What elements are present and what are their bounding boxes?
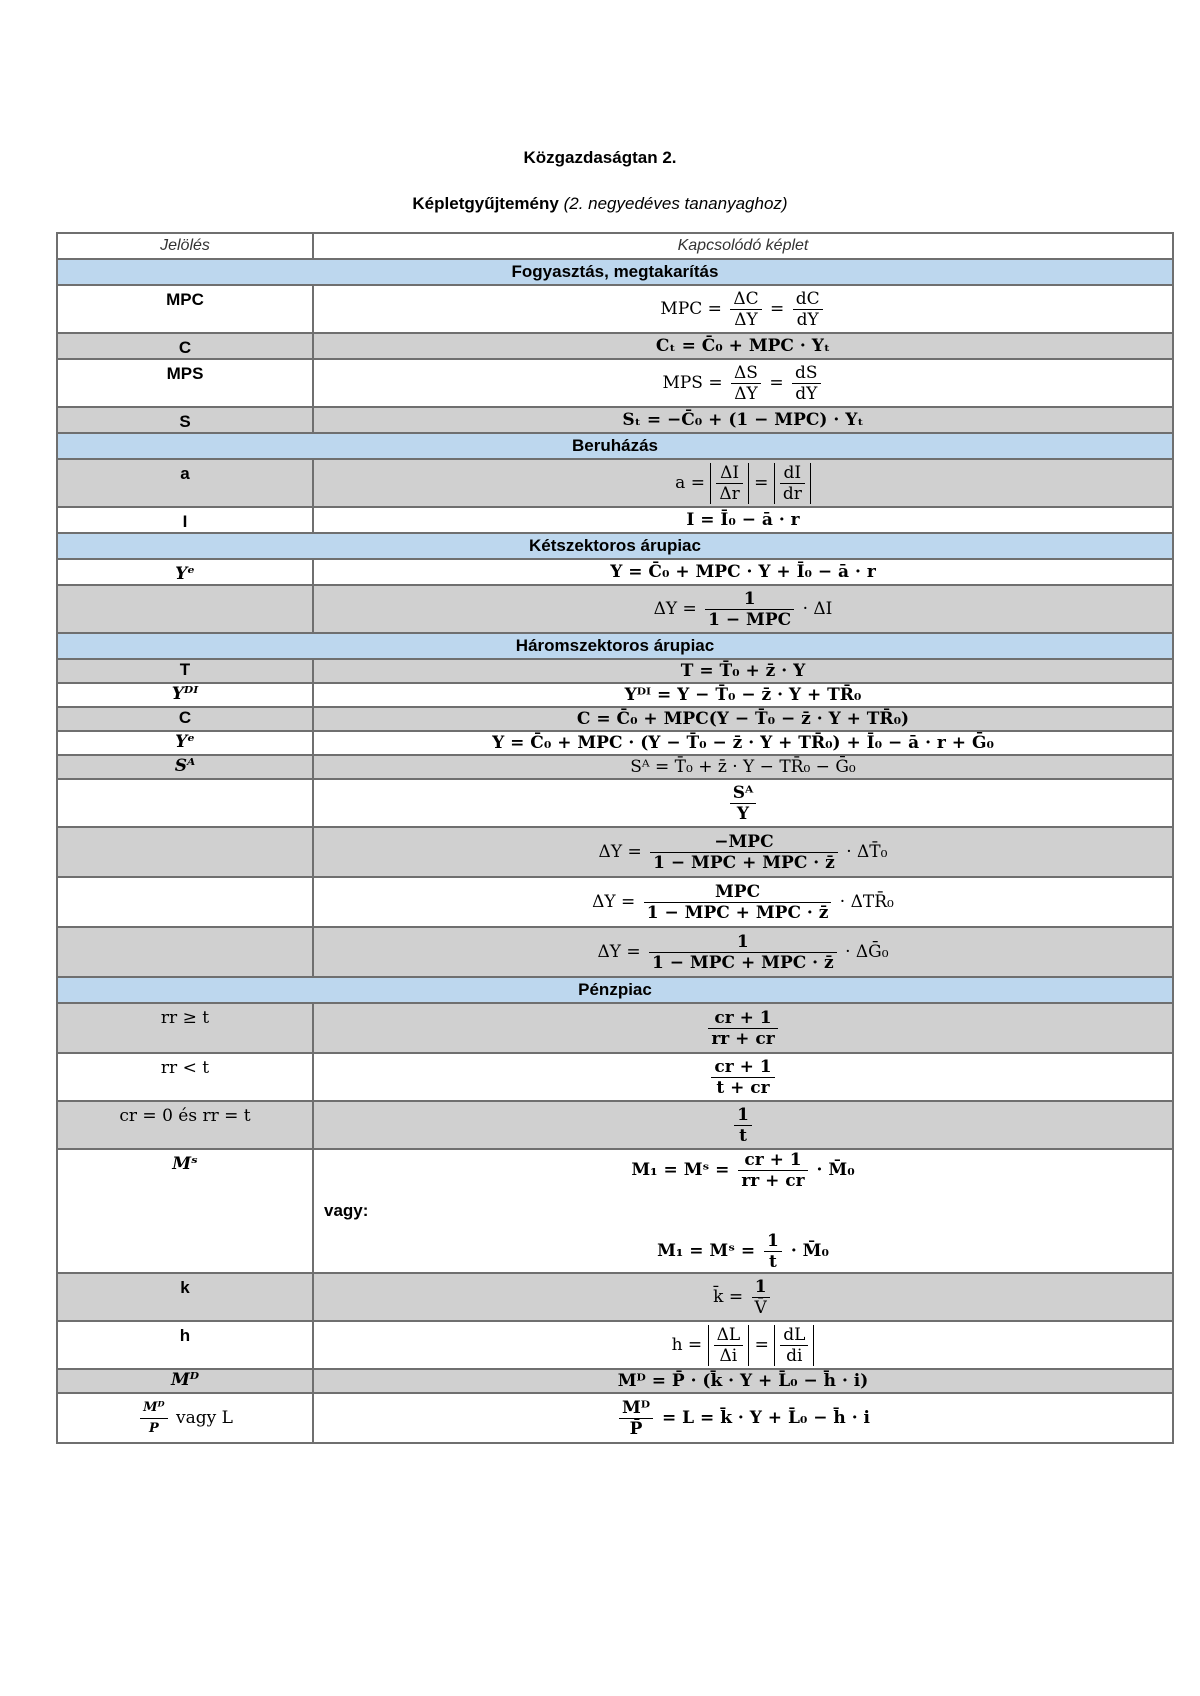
frac-num: Mᴰ	[140, 1398, 168, 1419]
label-rr-lt-t: rr < t	[57, 1053, 313, 1101]
label-empty	[57, 927, 313, 977]
frac-num: 1	[649, 932, 837, 953]
formula-rhs: · ΔḠ₀	[845, 941, 889, 962]
label-md-p-suffix: vagy L	[175, 1408, 233, 1428]
table-row	[57, 659, 1173, 683]
frac-num: Sᴬ	[730, 783, 757, 804]
fraction	[780, 463, 805, 504]
frac-num: Mᴰ	[619, 1398, 653, 1419]
formula-lhs: h =	[671, 1334, 703, 1355]
frac-den: t + cr	[716, 1077, 770, 1098]
formula-lhs: M₁ = Mˢ =	[631, 1160, 730, 1180]
label-c: C	[57, 333, 313, 359]
frac-num: cr + 1	[738, 1150, 807, 1171]
formula-rhs: · M̄₀	[816, 1160, 855, 1180]
fraction	[792, 363, 821, 404]
fraction	[731, 363, 761, 404]
frac-den: rr + cr	[711, 1028, 775, 1049]
label-ye2: Yᵉ	[57, 731, 313, 755]
table-row	[57, 827, 1173, 877]
document-subtitle	[0, 194, 1200, 214]
table-row	[57, 755, 1173, 779]
table-row	[57, 1369, 1173, 1393]
table-row	[57, 1149, 1173, 1273]
frac-den: t	[769, 1252, 777, 1272]
frac-den: ΔY	[734, 383, 758, 404]
frac-den: Y	[736, 803, 750, 824]
label-ms: Mˢ	[57, 1149, 313, 1273]
table-row	[57, 707, 1173, 731]
frac-num: cr + 1	[708, 1008, 777, 1029]
frac-num: 1	[705, 589, 794, 610]
frac-num: ΔI	[716, 463, 742, 484]
header-col-notation: Jelölés	[57, 233, 313, 259]
formula-c: Cₜ = C̄₀ + MPC · Yₜ	[313, 333, 1173, 359]
fraction	[649, 932, 837, 973]
formula-real-money-demand	[313, 1393, 1173, 1443]
formula-lhs: M₁ = Mˢ =	[657, 1241, 756, 1261]
fraction	[752, 1277, 770, 1318]
label-mps: MPS	[57, 359, 313, 407]
fraction	[705, 589, 794, 630]
fraction	[764, 1231, 782, 1272]
formula-lhs: ΔY =	[653, 598, 697, 619]
fraction	[644, 882, 832, 923]
eq-sign: =	[770, 298, 785, 319]
frac-den: P	[148, 1421, 159, 1436]
label-cr-zero: cr = 0 és rr = t	[57, 1101, 313, 1149]
table-row	[57, 359, 1173, 407]
abs-value	[774, 463, 811, 504]
frac-num: −MPC	[650, 832, 838, 853]
vagy-text: vagy:	[324, 1201, 369, 1220]
frac-den: di	[786, 1345, 803, 1366]
frac-num: MPC	[644, 882, 832, 903]
table-row	[57, 731, 1173, 755]
formula-h	[313, 1321, 1173, 1369]
formula-c2: C = C̄₀ + MPC(Y − T̄₀ − z̄ · Y + TR̄₀)	[313, 707, 1173, 731]
label-mpc: MPC	[57, 285, 313, 333]
table-row	[57, 559, 1173, 585]
abs-value	[710, 463, 748, 504]
formula-rhs: · ΔTR̄₀	[839, 891, 894, 912]
formula-mps-lhs: MPS =	[662, 372, 723, 393]
formula-rhs: = L = k̄ · Y + L̄₀ − h̄ · i	[662, 1407, 871, 1428]
formula-ms-line1	[314, 1150, 1172, 1191]
fraction	[730, 783, 757, 824]
formula-lhs: ΔY =	[598, 841, 642, 862]
fraction	[793, 289, 823, 330]
frac-den: 1 − MPC	[708, 609, 792, 630]
formula-money-supply	[313, 1149, 1173, 1273]
label-h: h	[57, 1321, 313, 1369]
formula-i: I = Ī₀ − ā · r	[313, 507, 1173, 533]
section-row	[57, 977, 1173, 1003]
formula-mps	[313, 359, 1173, 407]
formula-k	[313, 1273, 1173, 1321]
eq-sign: =	[754, 1334, 769, 1355]
label-rr-ge-t: rr ≥ t	[57, 1003, 313, 1053]
eq-sign: =	[754, 472, 769, 493]
subtitle-note: (2. negyedéves tananyaghoz)	[563, 194, 788, 213]
subtitle-main: Képletgyűjtemény	[412, 194, 559, 213]
formula-ms-line2	[314, 1231, 1172, 1272]
frac-den: dr	[782, 483, 802, 504]
section-row	[57, 433, 1173, 459]
formula-mpc	[313, 285, 1173, 333]
frac-den: 1 − MPC + MPC · z̄	[653, 852, 835, 873]
fraction	[619, 1398, 653, 1439]
frac-num: ΔL	[714, 1325, 744, 1346]
section-row	[57, 633, 1173, 659]
frac-num: 1	[752, 1277, 770, 1298]
frac-den: Δr	[719, 483, 740, 504]
label-a: a	[57, 459, 313, 507]
table-row	[57, 1101, 1173, 1149]
table-row	[57, 1393, 1173, 1443]
label-empty	[57, 877, 313, 927]
frac-num: dS	[792, 363, 821, 384]
table-row	[57, 877, 1173, 927]
fraction	[734, 1105, 752, 1146]
table-header-row	[57, 233, 1173, 259]
formula-gov-multiplier	[313, 927, 1173, 977]
frac-den: Δi	[719, 1345, 738, 1366]
frac-den: V̄	[754, 1297, 767, 1318]
frac-den: P̄	[629, 1418, 643, 1439]
section-row	[57, 259, 1173, 285]
abs-value	[774, 1325, 814, 1366]
formula-mpc-lhs: MPC =	[660, 298, 722, 319]
fraction	[708, 1008, 777, 1049]
label-c2: C	[57, 707, 313, 731]
fraction	[714, 1325, 744, 1366]
table-row	[57, 927, 1173, 977]
section-row	[57, 533, 1173, 559]
formula-ye: Y = C̄₀ + MPC · Y + Ī₀ − ā · r	[313, 559, 1173, 585]
formula-money-mult-3	[313, 1101, 1173, 1149]
formula-money-mult-1	[313, 1003, 1173, 1053]
eq-sign: =	[769, 372, 784, 393]
frac-den: 1 − MPC + MPC · z̄	[646, 902, 829, 923]
frac-den: t	[739, 1125, 747, 1146]
header-col-formula: Kapcsolódó képlet	[313, 233, 1173, 259]
table-row	[57, 1321, 1173, 1369]
formula-rhs: · ΔI	[802, 598, 833, 619]
frac-den: ΔY	[734, 309, 758, 330]
section-title-money-market: Pénzpiac	[57, 977, 1173, 1003]
label-empty	[57, 585, 313, 633]
formula-t: T = T̄₀ + z̄ · Y	[313, 659, 1173, 683]
label-ydi: Yᴰᴵ	[57, 683, 313, 707]
formula-rhs: · ΔT̄₀	[846, 841, 888, 862]
table-row	[57, 333, 1173, 359]
formula-lhs: ΔY =	[592, 891, 636, 912]
fraction	[738, 1150, 807, 1191]
table-row	[57, 779, 1173, 827]
abs-value	[708, 1325, 750, 1366]
frac-num: ΔS	[731, 363, 761, 384]
frac-den: dY	[795, 383, 818, 404]
formula-s: Sₜ = −C̄₀ + (1 − MPC) · Yₜ	[313, 407, 1173, 433]
table-row	[57, 585, 1173, 633]
frac-num: cr + 1	[711, 1057, 774, 1078]
frac-den: rr + cr	[741, 1171, 805, 1191]
label-ye: Yᵉ	[57, 559, 313, 585]
label-i: I	[57, 507, 313, 533]
label-empty	[57, 827, 313, 877]
label-md: Mᴰ	[57, 1369, 313, 1393]
frac-num: dC	[793, 289, 823, 310]
formula-lhs: ΔY =	[597, 941, 641, 962]
section-title-two-sector: Kétszektoros árupiac	[57, 533, 1173, 559]
formula-lhs: k̄ =	[713, 1286, 744, 1307]
formula-a	[313, 459, 1173, 507]
formula-ye2: Y = C̄₀ + MPC · (Y − T̄₀ − z̄ · Y + TR̄₀) + Ī₀ − ā · r + Ḡ₀	[313, 731, 1173, 755]
frac-num: 1	[734, 1105, 752, 1126]
fraction	[140, 1398, 168, 1439]
label-s: S	[57, 407, 313, 433]
table-row	[57, 459, 1173, 507]
formula-sa: Sᴬ = T̄₀ + z̄ · Y − TR̄₀ − Ḡ₀	[313, 755, 1173, 779]
formula-transfer-multiplier	[313, 877, 1173, 927]
frac-num: dI	[780, 463, 805, 484]
formula-multiplier	[313, 585, 1173, 633]
formula-sa-ratio	[313, 779, 1173, 827]
frac-num: ΔC	[730, 289, 761, 310]
document-title: Közgazdaságtan 2.	[523, 148, 677, 167]
fraction	[780, 1325, 808, 1366]
label-empty	[57, 779, 313, 827]
fraction	[711, 1057, 774, 1098]
section-title-consumption: Fogyasztás, megtakarítás	[57, 259, 1173, 285]
table-row	[57, 1053, 1173, 1101]
frac-den: 1 − MPC + MPC · z̄	[652, 952, 834, 973]
table-row	[57, 407, 1173, 433]
table-row	[57, 1273, 1173, 1321]
formula-table	[56, 232, 1174, 1444]
formula-rhs: · M̄₀	[790, 1241, 829, 1261]
formula-tax-multiplier	[313, 827, 1173, 877]
frac-den: dY	[796, 309, 819, 330]
table-row	[57, 1003, 1173, 1053]
fraction	[730, 289, 761, 330]
fraction	[716, 463, 742, 504]
frac-num: 1	[764, 1231, 782, 1252]
formula-money-mult-2	[313, 1053, 1173, 1101]
label-k: k	[57, 1273, 313, 1321]
table-row	[57, 507, 1173, 533]
section-title-investment: Beruházás	[57, 433, 1173, 459]
label-md-p	[57, 1393, 313, 1443]
label-sa: Sᴬ	[57, 755, 313, 779]
formula-md: Mᴰ = P̄ · (k̄ · Y + L̄₀ − h̄ · i)	[313, 1369, 1173, 1393]
table-row	[57, 683, 1173, 707]
formula-a-lhs: a =	[675, 472, 705, 493]
table-row	[57, 285, 1173, 333]
section-title-three-sector: Háromszektoros árupiac	[57, 633, 1173, 659]
label-t: T	[57, 659, 313, 683]
frac-num: dL	[780, 1325, 808, 1346]
fraction	[650, 832, 838, 873]
formula-ydi: Yᴰᴵ = Y − T̄₀ − z̄ · Y + TR̄₀	[313, 683, 1173, 707]
